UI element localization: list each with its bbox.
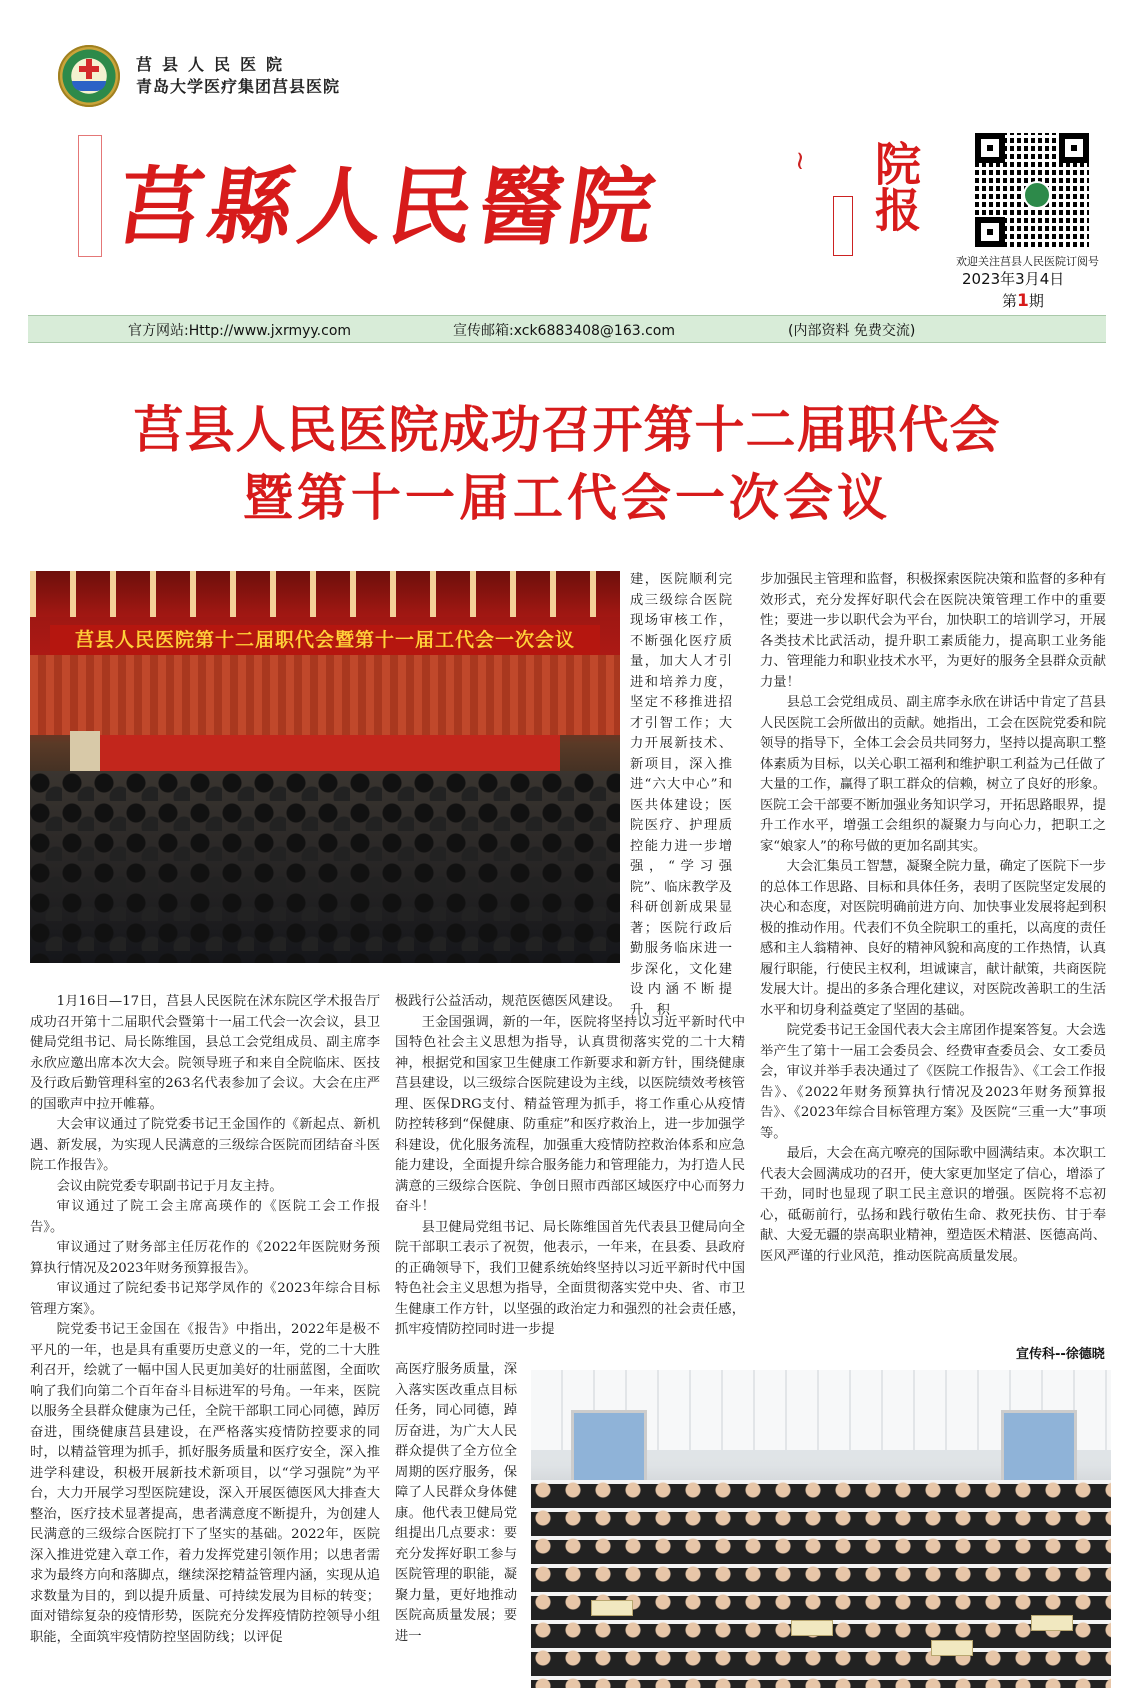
- paragraph: 王金国强调，新的一年，医院将坚持以习近平新时代中国特色社会主义思想为指导，认真贯彻落实党的二十大精神，根据党和国家卫生健康工作新要求和新方针，围绕健康莒县建设，以三级综合医院建设为主线，以医院绩效考核管理、医保DRG支付、精益管理为抓手，将工作重心从疫情防控转移到“保健康、防重症”和医疗救治上，进一步加强学科建设，优化服务流程，加强重大疫情防控救治体系和应急能力建设，全面提升综合服务能力和管理能力，为打造人民满意的三级综合医院、争创日照市西部区域医疗中心而努力奋斗！: [395, 1014, 745, 1214]
- website-link[interactable]: 官方网站:Http://www.jxrmyy.com: [128, 323, 352, 339]
- article-column-middle-narrow: 高医疗服务质量，深入落实医改重点目标任务，同心同德，踔厉奋进，为广大人民群众提供了全方位全周期的医疗服务，保障了人民群众身体健康。他代表卫健局党组提出几点要求：要充分发挥好职工参与医院管理的职能，凝聚力量，更好地推动医院高质量发展；要进一: [395, 1362, 517, 1644]
- hospital-logo: [58, 45, 120, 107]
- article-column-middle: [395, 992, 745, 1341]
- internal-note: (内部资料 免费交流): [788, 323, 916, 339]
- article-column-left: [30, 992, 380, 1648]
- issue-number: 第1期: [1002, 291, 1044, 311]
- qr-caption: 欢迎关注莒县人民医院订阅号: [956, 255, 1099, 268]
- conference-photo: [30, 571, 620, 963]
- paragraph: 审议通过了院工会主席高瑛作的《医院工会工作报告》。: [30, 1199, 380, 1235]
- publication-date: 2023年3月4日: [962, 270, 1065, 288]
- photo-banner-text: 莒县人民医院第十二届职代会暨第十一届工代会一次会议: [50, 625, 600, 655]
- red-cross-icon: [79, 59, 99, 79]
- qr-code-icon[interactable]: [972, 130, 1092, 250]
- masthead-title: 莒縣人民醫院: [112, 157, 667, 256]
- paragraph: 县总工会党组成员、副主席李永欣在讲话中肯定了莒县人民医院工会所做出的贡献。她指出，工会在医院党委和院领导的指导下，全体工会会员共同努力，坚持以提高职工整体素质为目标，以关心职工福利和维护职工利益为己任做了大量的工作，赢得了职工群众的信赖，树立了良好的形象。医院工会干部要不断加强业务知识学习，开拓思路眼界，提升工作水平，增强工会组织的凝聚力与向心力，把职工之家“娘家人”的称号做的更加名副其实。: [760, 695, 1106, 854]
- calligraphy-signature-icon: ~: [785, 150, 815, 172]
- wave-icon: [72, 81, 106, 91]
- paragraph: 极践行公益活动，规范医德医风建设。: [395, 994, 622, 1009]
- email-link[interactable]: 宣传邮箱:xck6883408@163.com: [453, 323, 675, 339]
- paragraph: 会议由院党委专职副书记于月友主持。: [56, 1178, 283, 1194]
- hospital-name: 莒县人民医院: [136, 55, 293, 74]
- paragraph: 最后，大会在高亢嘹亮的国际歌中圆满结束。本次职工代表大会圆满成功的召开，使大家更加坚定了信心，增添了干劲，同时也显现了职工民主意识的增强。医院将不忘初心，砥砺前行，弘扬和践行敬佑生命、救死扶伤、甘于奉献、大爱无疆的崇高职业精神，塑造医术精湛、医德高尚、医风严谨的行业风范，推动医院高质量发展。: [760, 1146, 1106, 1264]
- info-bar: [28, 315, 1106, 343]
- hospital-subname: 青岛大学医疗集团莒县医院: [136, 77, 341, 96]
- article-column-right: [760, 570, 1106, 1267]
- author-byline: 宣传科--徐德晓: [1016, 1347, 1105, 1362]
- paragraph: 大会审议通过了院党委书记王金国作的《新起点、新机遇、新发展，为实现人民满意的三级综合医院而团结奋斗医院工作报告》。: [30, 1117, 380, 1173]
- audience-photo: [531, 1370, 1111, 1688]
- seal-stamp-icon: [78, 135, 102, 257]
- paragraph: 院党委书记王金国代表大会主席团作提案答复。大会选举产生了第十一届工会委员会、经费审查委员会、女工委员会，审议并举手表决通过了《医院工作报告》、《工会工作报告》、《2022年财务预算执行情况及2023年财务预算报告》、《2023年综合目标管理方案》及医院“三重一大”事项等。: [760, 1023, 1106, 1141]
- paragraph: 步加强民主管理和监督，积极探索医院决策和监督的多种有效形式，充分发挥好职代会在医院决策管理工作中的重要性；要进一步以职代会为平台，加快职工的培训学习，开展各类技术比武活动，提升职工素质能力，提高职工业务能力、管理能力和职业技术水平，为更好的服务全县群众贡献力量！: [760, 572, 1106, 690]
- qr-logo-icon: [1023, 181, 1051, 209]
- small-seal-icon: [833, 196, 853, 256]
- paragraph: 大会汇集员工智慧，凝聚全院力量，确定了医院下一步的总体工作思路、目标和具体任务，表明了医院坚定发展的决心和态度，对医院明确前进方向、加快事业发展将起到积极的推动作用。代表们不负全院职工的重托，以高度的责任感和主人翁精神、良好的精神风貌和高度的工作热情，认真履行职能，行使民主权利，坦诚谏言，献计献策，共商医院发展大计。提出的多条合理化建议，对医院改善职工的生活水平和切身利益奠定了坚固的基础。: [760, 859, 1106, 1018]
- paragraph: 审议通过了财务部主任厉花作的《2022年医院财务预算执行情况及2023年财务预算报告》。: [30, 1240, 380, 1276]
- paragraph: 县卫健局党组书记、局长陈维国首先代表县卫健局向全院干部职工表示了祝贺，他表示，一年来，在县委、县政府的正确领导下，我们卫健系统始终坚持以习近平新时代中国特色社会主义思想为指导，全面贯彻落实党中央、省、市卫生健康工作方针，以坚强的政治定力和强烈的社会责任感，抓牢疫情防控同时进一步提: [395, 1219, 745, 1337]
- paragraph: 院党委书记王金国在《报告》中指出，2022年是极不平凡的一年，也是具有重要历史意义的一年，党的二十大胜利召开，绘就了一幅中国人民更加美好的壮丽蓝图，全面吹响了我们向第二个百年奋斗目标进军的号角。一年来，医院以服务全县群众健康为己任，全院干部职工同心同德，踔厉奋进，围绕健康莒县建设，在严格落实疫情防控要求的同时，以精益管理为抓手，抓好服务质量和医疗安全，深入推进学科建设，积极开展新技术新项目，以“学习强院”为平台，大力开展学习型医院建设，深入开展医德医风大排查大整治，医疗技术显著提高，患者满意度不断提升，为创建人民满意的三级综合医院打下了坚实的基础。2022年，医院深入推进党建入章工作，着力发挥党建引领作用；以患者需求为最终方向和落脚点，继续深挖精益管理内涵，实现从追求数量为目的，到以提升质量、可持续发展为目标的转变；面对错综复杂的疫情形势，医院充分发挥疫情防控领导小组职能，全面筑牢疫情防控坚固防线；以评促: [30, 1322, 380, 1645]
- headline-line-1: 莒县人民医院成功召开第十二届职代会: [133, 401, 1001, 459]
- paragraph: 审议通过了院纪委书记郑学凤作的《2023年综合目标管理方案》。: [30, 1281, 380, 1317]
- yuanbao-title: 院报: [868, 140, 922, 232]
- paragraph: 1月16日—17日，莒县人民医院在沭东院区学术报告厅成功召开第十二届职代会暨第十一届工代会一次会议，县卫健局党组书记、局长陈维国，县总工会党组成员、副主席李永欣应邀出席本次大会。院领导班子和来自全院临床、医技及行政后勤管理科室的263名代表参加了会议。大会在庄严的国歌声中拉开帷幕。: [30, 994, 380, 1112]
- headline-line-2: 暨第十一届工代会一次会议: [243, 469, 891, 527]
- article-column-narrow-top: 建，医院顺利完成三级综合医院现场审核工作，不断强化医疗质量，加大人才引进和培养力度，坚定不移推进招才引智工作；大力开展新技术、新项目，深入推进“六大中心”和医共体建设；医院医疗、护理质控能力进一步增强，“学习强院”、临床教学及科研创新成果显著；医院行政后勤服务临床进一步深化，文化建设内涵不断提升，积: [630, 572, 732, 1018]
